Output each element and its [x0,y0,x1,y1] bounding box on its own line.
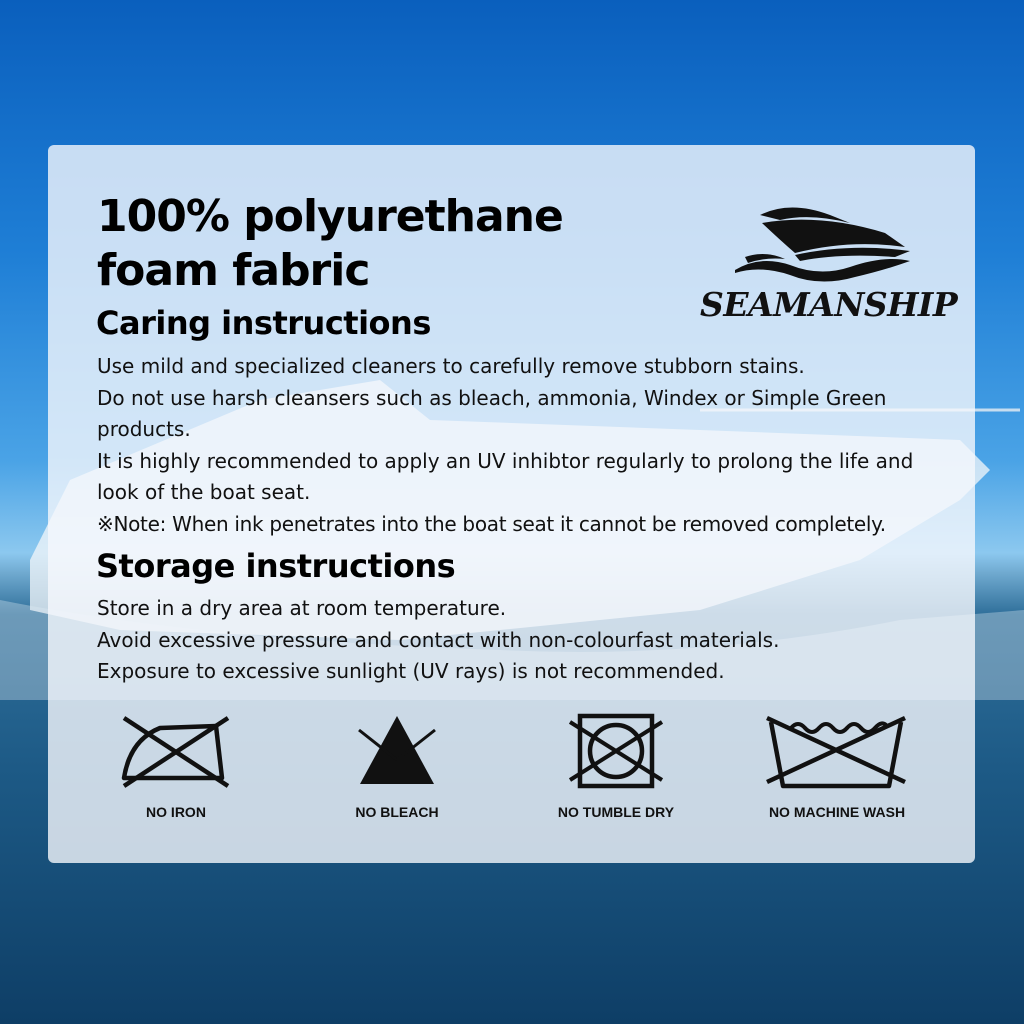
storage-text [97,593,947,688]
no-iron-icon [118,710,234,790]
caring-line: Do not use harsh cleansers such as bleach, ammonia, Windex or Simple Green products. [97,385,887,441]
title-line-2: foam fabric [97,245,370,296]
care-label: NO TUMBLE DRY [557,804,675,820]
care-symbol-no-iron [96,710,256,820]
caring-heading: Caring instructions [96,304,431,342]
caring-note: ※Note: When ink penetrates into the boat seat it cannot be removed completely. [97,511,886,536]
storage-line: Exposure to excessive sunlight (UV rays) is not recommended. [97,659,725,683]
caring-text [97,351,947,540]
storage-heading: Storage instructions [96,547,456,585]
care-label: NO IRON [146,804,206,820]
care-symbol-no-machine-wash [757,710,917,820]
care-symbol-no-tumble-dry [536,710,696,820]
no-machine-wash-icon [763,710,911,790]
care-symbol-no-bleach [317,710,477,820]
caring-line: It is highly recommended to apply an UV inhibtor regularly to prolong the life and look of the boat seat. [97,448,914,504]
care-label: NO MACHINE WASH [768,804,906,820]
care-label: NO BLEACH [355,804,439,820]
no-bleach-icon [357,710,437,790]
title-line-1: 100% polyurethane [97,191,563,242]
page-title [97,190,617,298]
brand-name: SEAMANSHIP [700,285,958,324]
no-tumble-dry-icon [568,710,664,790]
caring-line: Use mild and specialized cleaners to carefully remove stubborn stains. [97,354,805,378]
storage-line: Store in a dry area at room temperature. [97,596,507,620]
storage-line: Avoid excessive pressure and contact with non-colourfast materials. [97,627,780,652]
